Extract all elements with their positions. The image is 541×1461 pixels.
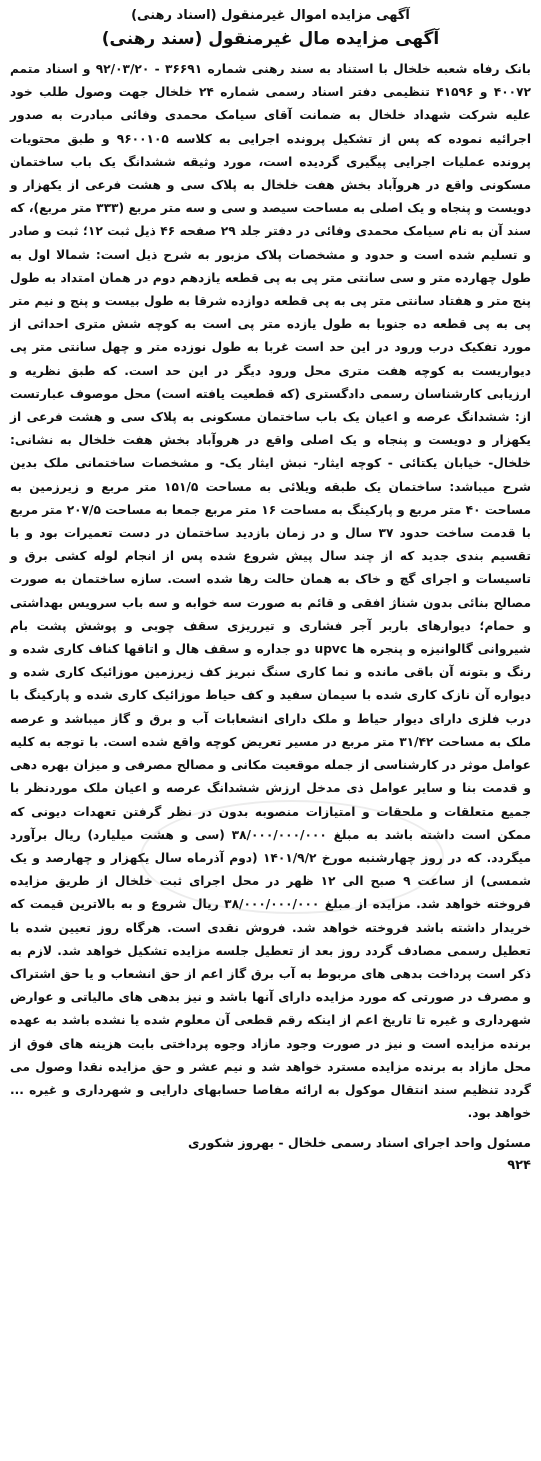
notice-signature: مسئول واحد اجرای اسناد رسمی خلخال - بهروز شکوری bbox=[187, 1135, 531, 1151]
notice-code: ۹۲۴ bbox=[507, 1158, 531, 1174]
notice-header-large: آگهی مزایده مال غیرمنقول (سند رهنی) bbox=[101, 29, 440, 49]
notice-header-small: آگهی مزایده اموال غیرمنقول (اسناد رهنی) bbox=[131, 8, 410, 23]
notice-body: بانک رفاه شعبه خلخال با استناد به سند رهنی شماره ۳۶۶۹۱ - ۹۲/۰۳/۲۰ و اسناد متمم ۴۰۰۷۲ و ۴۱۵۹۶ تنظیمی دفتر اسناد رسمی شماره ۲۴ خلخال جهت وصول طلب خود علیه شرکت شهداد خلخال به ضمانت آقای سیامک محمدی وفائی مبادرت به صدور اجرائیه نموده که پس از تشکیل پرونده اجرایی به کلاسه ۹۶۰۰۱۰۵ و طبق محتویات پرونده عملیات اجرایی پیگیری گردیده است، مورد وثیقه ششدانگ یک باب ساختمان مسکونی واقع در هروآباد بخش هفت خلخال به پلاک سی و هشت فرعی از یکهزار و دویست و پنجاه و یک اصلی به مساحت سیصد و سی و سه متر مربع (۳۳۳ متر مربع)، که سند آن به نام سیامک محمدی وفائی در دفتر جلد ۲۹ صفحه ۴۶ ذیل ثبت ۱۲؛ ثبت و صادر و تسلیم شده است و حدود و مشخصات پلاک مزبور به شرح ذیل است: شمالا اول به طول چهارده متر و سی سانتی متر پی به پی قطعه یازدهم دوم در همان امتداد به طول پنج متر و هفتاد سانتی متر پی به پی قطعه دوازده شرقا به طول بیست و پنج و نیم متر پی به پی قطعه ده جنوبا به طول یازده متر پی است به کوچه شش متری احداثی از مورد تفکیک درب ورود در این حد است غربا به طول نوزده متر و چهل سانتی متر پی دیواریست به کوچه هفت متری محل ورود دیگر در این حد است. که طبق نظریه و ارزیابی کارشناسان رسمی دادگستری (که قطعیت یافته است) محل موصوف عبارتست از: ششدانگ عرصه و اعیان یک باب ساختمان مسکونی به پلاک سی و هشت فرعی از یکهزار و دویست و پنجاه و یک اصلی واقع در هروآباد بخش هفت خلخال به نشانی: خلخال- خیابان یکتائی - کوچه ایثار- نبش ایثار یک- و مشخصات ساختمانی ملک بدین شرح میباشد: ساختمان یک طبقه ویلائی به مساحت ۱۵۱/۵ متر مربع و زیرزمین به مساحت ۴۰ متر مربع و پارکینگ به مساحت ۱۶ متر مربع جمعا به مساحت ۲۰۷/۵ متر مربع با قدمت ساخت حدود ۳۷ سال و در زمان بازدید ساختمان در دست تعمیرات بود و با تقسیم بندی جدید که از چند سال پیش شروع شده پس از انجام لوله کشی برق و تاسیسات و اجرای گچ و خاک به همان حالت رها شده است. سازه ساختمان به صورت مصالح بنائی بدون شناژ افقی و قائم به صورت سه خوابه و سه باب سرویس بهداشتی و حمام؛ دیوارهای باربر آجر فشاری و تیرریزی سقف چوبی و پوشش پشت بام شیروانی گالوانیزه و پنجره ها upvc دو جداره و سقف هال و اتاقها کناف کاری شده و رنگ و بتونه آن باقی مانده و نما کاری سنگ نبریز کف زیرزمین موزائیک کاری شده و دیواره آن نازک کاری شده با سیمان سفید و کف حیاط موزائیک کاری شده و پارکینگ با درب فلزی دارای دیوار حیاط و ملک دارای انشعابات آب و برق و گاز میباشد و عرصه ملک به مساحت ۳۱/۴۲ متر مربع در مسیر تعریض کوچه واقع شده است. با توجه به کلیه عوامل موثر در کارشناسی از جمله موقعیت مکانی و مصالح مصرفی و میزان بهره دهی و قدمت بنا و سایر عوامل ذی مدخل ارزش ششدانگ عرصه و اعیان ملک موردنظر با جمیع متعلقات و ملحقات و امتیازات منصوبه بدون در نظر گرفتن تعهدات دیونی که ممکن است داشته باشد به مبلغ ۳۸/۰۰۰/۰۰۰/۰۰۰ (سی و هشت میلیارد) ریال برآورد میگردد. که در روز چهارشنبه مورخ ۱۴۰۱/۹/۲ (دوم آذرماه سال یکهزار و چهارصد و یک شمسی) از ساعت ۹ صبح الی ۱۲ ظهر در محل اجرای ثبت خلخال از طریق مزایده فروخته خواهد شد. مزایده از مبلغ ۳۸/۰۰۰/۰۰۰/۰۰۰ ریال شروع و به بالاترین قیمت که خریدار داشته باشد فروخته خواهد شد. فروش نقدی است. هرگاه روز تعیین شده با تعطیل رسمی مصادف گردد روز بعد از تعطیل جلسه مزایده تشکیل خواهد شد. لازم به ذکر است پرداخت بدهی های مربوط به آب برق گاز اعم از حق انشعاب و یا حق اشتراک و مصرف در صورتی که مورد مزایده دارای آنها باشد و نیز بدهی های مالیاتی و عوارض شهرداری و غیره تا تاریخ اعم از اینکه رقم قطعی آن معلوم شده یا نشده باشد به عهده برنده مزایده است و نیز در صورت وجود مازاد وجوه پرداختی بابت هزینه های فوق از محل مازاد به برنده مزایده مسترد خواهد شد و نیم عشر و حق مزایده نقدا وصول می گردد تنظیم سند انتقال موکول به ارائه مفاصا حسابهای دارایی و شهرداری و غیره ... خواهد بود. bbox=[10, 62, 532, 1121]
